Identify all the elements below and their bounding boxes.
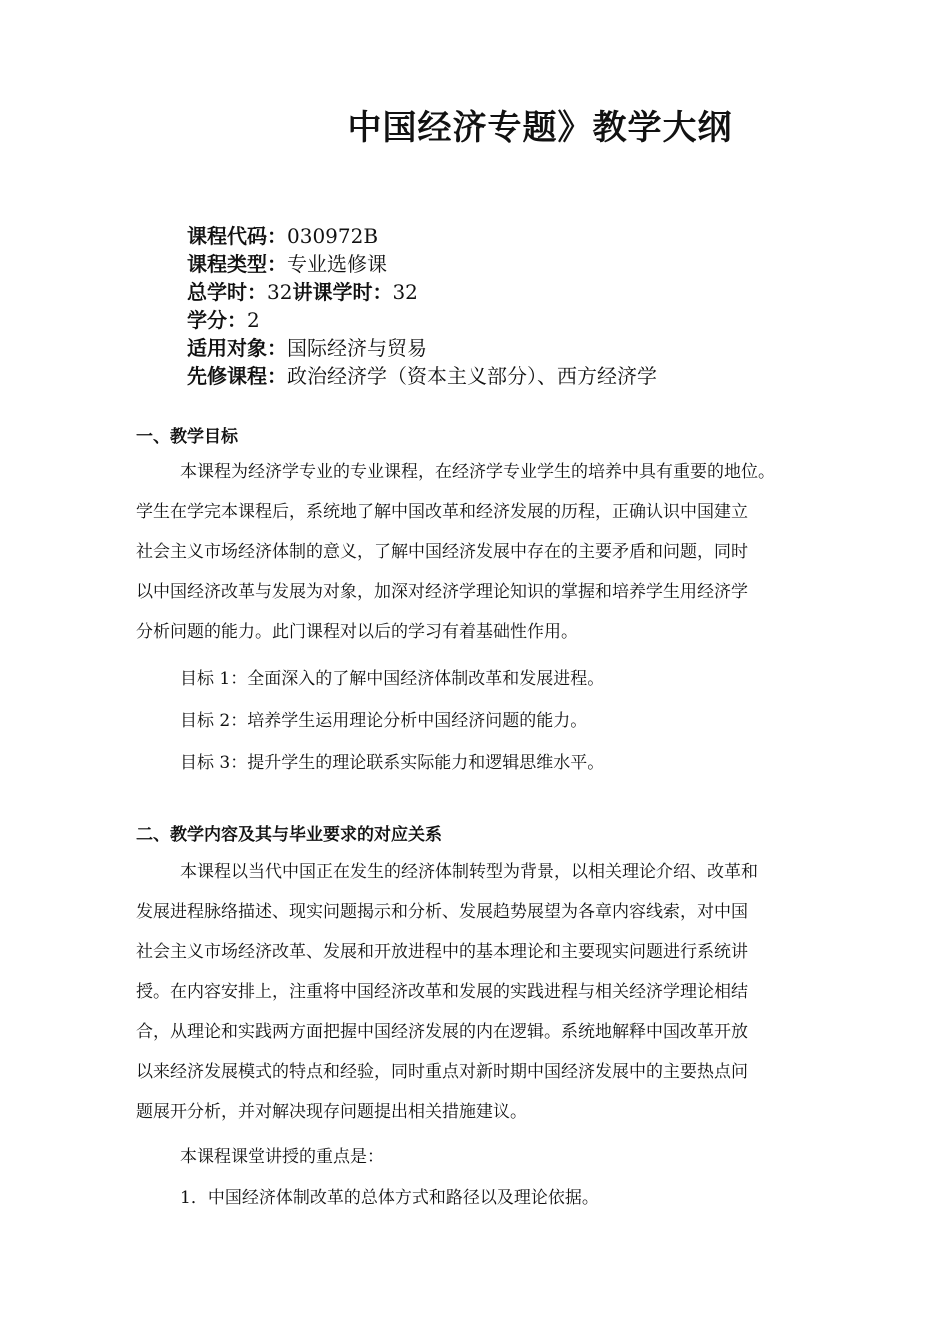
prerequisite-label: 先修课程： xyxy=(187,364,287,388)
course-code-value: 030972B xyxy=(287,224,379,248)
prerequisite-value: 政治经济学（资本主义部分）、西方经济学 xyxy=(287,364,657,388)
course-info xyxy=(187,222,657,390)
paragraph-line: 社会主义市场经济体制的意义，了解中国经济发展中存在的主要矛盾和问题，同时 xyxy=(136,542,748,562)
audience-label: 适用对象： xyxy=(187,336,287,360)
section-2-paragraph xyxy=(136,852,856,1132)
total-hours-value: 32 xyxy=(267,280,293,304)
goal-2: 目标 2：培养学生运用理论分析中国经济问题的能力。 xyxy=(180,711,588,731)
credits-row xyxy=(187,306,657,334)
hours-row xyxy=(187,278,657,306)
document-title: 中国经济专题》教学大纲 xyxy=(347,108,733,148)
course-type-value: 专业选修课 xyxy=(287,252,387,276)
credits-value: 2 xyxy=(247,308,260,332)
course-type-row xyxy=(187,250,657,278)
goal-1: 目标 1：全面深入的了解中国经济体制改革和发展进程。 xyxy=(180,669,605,689)
paragraph-line: 题展开分析，并对解决现存问题提出相关措施建议。 xyxy=(136,1102,527,1122)
audience-value: 国际经济与贸易 xyxy=(287,336,427,360)
paragraph-line: 发展进程脉络描述、现实问题揭示和分析、发展趋势展望为各章内容线索，对中国 xyxy=(136,902,748,922)
section-1-paragraph xyxy=(136,452,856,652)
paragraph-line: 以中国经济改革与发展为对象，加深对经济学理论知识的掌握和培养学生用经济学 xyxy=(136,582,748,602)
focus-item-1: 1．中国经济体制改革的总体方式和路径以及理论依据。 xyxy=(180,1188,599,1208)
total-hours-label: 总学时： xyxy=(187,280,267,304)
paragraph-line: 本课程为经济学专业的专业课程，在经济学专业学生的培养中具有重要的地位。 xyxy=(180,462,775,482)
course-code-row xyxy=(187,222,657,250)
paragraph-line: 分析问题的能力。此门课程对以后的学习有着基础性作用。 xyxy=(136,622,578,642)
paragraph-line: 社会主义市场经济改革、发展和开放进程中的基本理论和主要现实问题进行系统讲 xyxy=(136,942,748,962)
section-2-heading: 二、教学内容及其与毕业要求的对应关系 xyxy=(136,825,442,845)
credits-label: 学分： xyxy=(187,308,247,332)
course-type-label: 课程类型： xyxy=(187,252,287,276)
audience-row xyxy=(187,334,657,362)
paragraph-line: 授。在内容安排上，注重将中国经济改革和发展的实践进程与相关经济学理论相结 xyxy=(136,982,748,1002)
paragraph-line: 学生在学完本课程后，系统地了解中国改革和经济发展的历程，正确认识中国建立 xyxy=(136,502,748,522)
course-code-label: 课程代码： xyxy=(187,224,287,248)
paragraph-line: 本课程以当代中国正在发生的经济体制转型为背景，以相关理论介绍、改革和 xyxy=(180,862,758,882)
focus-intro: 本课程课堂讲授的重点是： xyxy=(180,1147,384,1167)
prerequisite-row xyxy=(187,362,657,390)
lecture-hours-value: 32 xyxy=(392,280,418,304)
lecture-hours-label: 讲课学时： xyxy=(292,280,393,304)
goal-3: 目标 3：提升学生的理论联系实际能力和逻辑思维水平。 xyxy=(180,753,605,773)
paragraph-line: 以来经济发展模式的特点和经验，同时重点对新时期中国经济发展中的主要热点问 xyxy=(136,1062,748,1082)
section-1-heading: 一、教学目标 xyxy=(136,427,238,447)
paragraph-line: 合，从理论和实践两方面把握中国经济发展的内在逻辑。系统地解释中国改革开放 xyxy=(136,1022,748,1042)
